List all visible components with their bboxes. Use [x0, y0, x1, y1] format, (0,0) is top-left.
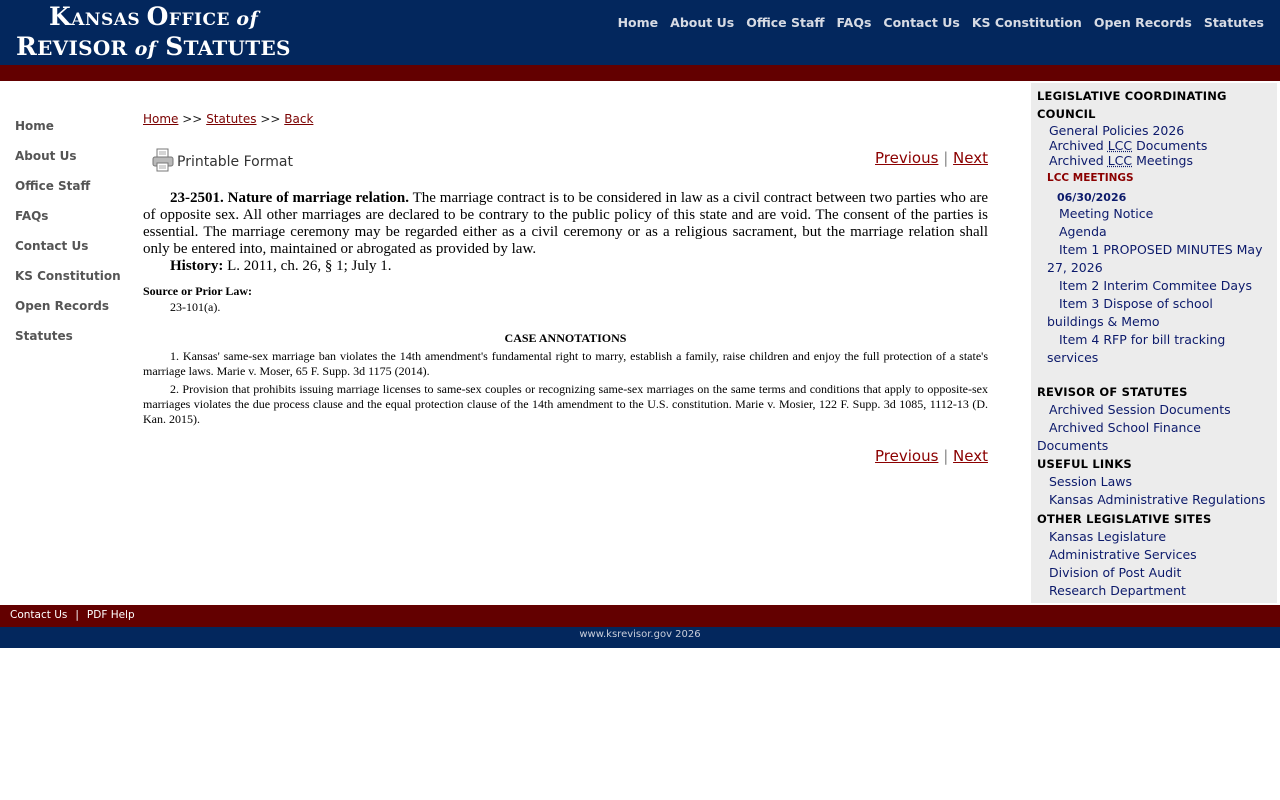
statute-body-text: The marriage contract is to be considered in law as a civil contract between two parties who are of opposite sex. All other marriages are declared to be contrary to the public policy of this state and are void. The consent of the parties is essential. The marriage ceremony may be regarded either as a civil ceremony or as a religious sacrament, but the marriage relation shall only be entered into, maintained or abrogated as provided by law. [143, 190, 989, 257]
archived-session-documents-link[interactable]: Archived Session Documents [1049, 402, 1231, 417]
footer-links-bar [0, 605, 1280, 627]
agenda-link[interactable]: Agenda [1059, 224, 1107, 239]
breadcrumb-home[interactable]: Home [143, 112, 179, 126]
case-annotations-heading: CASE ANNOTATIONS [504, 331, 627, 345]
statute-history [143, 258, 988, 275]
previous-link[interactable]: Previous [875, 447, 939, 465]
breadcrumb-statutes[interactable]: Statutes [206, 112, 257, 126]
footer-copyright-bar [0, 627, 1280, 648]
research-department-link[interactable]: Research Department [1049, 583, 1186, 598]
left-nav-home[interactable]: Home [15, 119, 54, 133]
revisor-heading: REVISOR OF STATUTES [1037, 385, 1188, 399]
general-policies-link[interactable]: General Policies 2026 [1049, 123, 1185, 138]
top-nav-ks-constitution[interactable]: KS Constitution [971, 15, 1082, 30]
top-nav-open-records[interactable]: Open Records [1093, 15, 1192, 30]
top-nav [618, 15, 1264, 30]
prev-next-top [875, 149, 988, 167]
other-sites-heading: OTHER LEGISLATIVE SITES [1037, 512, 1212, 526]
case-annotation: 2. Provision that prohibits issuing marriage licenses to same-sex couples or recognizing same-sex marriages on the same terms and conditions that apply to opposite-sex marriages violates the due process clause and the equal protection clause of the 14th amendment to the U.S. constitution. Marie v. Mosier, 122 F. Supp. 3d 1085, 1112-13 (D. Kan. 2015). [143, 382, 988, 426]
left-nav-faqs[interactable]: FAQs [15, 209, 49, 223]
lcc-meetings-heading: LCC MEETINGS [1047, 172, 1134, 184]
top-nav-about-us[interactable]: About Us [670, 15, 735, 30]
source-value: 23-101(a). [170, 300, 221, 314]
logo-line-2: REVISOR of STATUTES [16, 32, 291, 61]
left-nav-contact-us[interactable]: Contact Us [15, 239, 89, 253]
statute-title: 23-2501. Nature of marriage relation. [170, 190, 410, 206]
history-label: History: [170, 258, 224, 274]
printer-icon [152, 148, 174, 176]
printable-format-label: Printable Format [177, 154, 293, 170]
top-nav-contact-us[interactable]: Contact Us [883, 15, 960, 30]
next-link[interactable]: Next [953, 447, 988, 465]
statute-body [143, 190, 988, 258]
header-accent-bar [0, 65, 1280, 81]
pipe-separator: | [943, 149, 949, 167]
left-nav-statutes[interactable]: Statutes [15, 329, 73, 343]
top-nav-home[interactable]: Home [617, 15, 659, 30]
next-link[interactable]: Next [953, 149, 988, 167]
useful-links-heading: USEFUL LINKS [1037, 457, 1132, 471]
footer-links [10, 609, 135, 621]
meeting-date: 06/30/2026 [1057, 191, 1127, 204]
kansas-legislature-link[interactable]: Kansas Legislature [1049, 529, 1167, 544]
footer-contact-us[interactable]: Contact Us [10, 609, 68, 621]
item-1-link[interactable]: Item 1 PROPOSED MINUTES May 27, 2026 [1047, 242, 1263, 275]
footer-pdf-help[interactable]: PDF Help [86, 609, 135, 621]
breadcrumb-separator: >> [178, 112, 207, 126]
prev-next-bottom [875, 447, 988, 465]
history-text: L. 2011, ch. 26, § 1; July 1. [223, 258, 392, 274]
kansas-admin-regs-link[interactable]: Kansas Administrative Regulations [1049, 492, 1266, 507]
top-nav-faqs[interactable]: FAQs [836, 15, 872, 30]
breadcrumb [143, 112, 313, 126]
left-nav-open-records[interactable]: Open Records [15, 299, 110, 313]
statute-text [143, 190, 988, 427]
top-nav-office-staff[interactable]: Office Staff [746, 15, 825, 30]
breadcrumb-separator: >> [256, 112, 285, 126]
source-heading: Source or Prior Law: [143, 284, 252, 298]
administrative-services-link[interactable]: Administrative Services [1049, 547, 1197, 562]
left-nav [15, 119, 121, 359]
lcc-heading: LEGISLATIVE COORDINATING COUNCIL [1037, 89, 1227, 121]
division-post-audit-link[interactable]: Division of Post Audit [1049, 565, 1182, 580]
pipe-separator: | [943, 447, 949, 465]
case-annotation: 1. Kansas' same-sex marriage ban violates the 14th amendment's fundamental right to marry, establish a family, raise children and enjoy the full protection of a state's marriage laws. Marie v. Moser, 65 F. Supp. 3d 1175 (2014). [143, 349, 988, 378]
previous-link[interactable]: Previous [875, 149, 939, 167]
left-nav-about-us[interactable]: About Us [15, 149, 77, 163]
left-nav-office-staff[interactable]: Office Staff [15, 179, 91, 193]
archived-school-finance-link[interactable]: Archived School Finance Documents [1037, 420, 1201, 453]
sidebar-spacer [1037, 367, 1271, 383]
printable-format-link[interactable] [152, 148, 293, 176]
left-nav-ks-constitution[interactable]: KS Constitution [15, 269, 121, 283]
item-2-link[interactable]: Item 2 Interim Commitee Days [1059, 278, 1252, 293]
breadcrumb-back[interactable]: Back [284, 112, 314, 126]
item-3-link[interactable]: Item 3 Dispose of school buildings & Memo [1047, 296, 1213, 329]
footer-copyright: www.ksrevisor.gov 2026 [579, 629, 701, 640]
archived-lcc-documents-link[interactable]: Archived LCC Documents [1049, 138, 1208, 153]
item-4-link[interactable]: Item 4 RFP for bill tracking services [1047, 332, 1226, 365]
footer-separator: | [75, 609, 79, 621]
meeting-notice-link[interactable]: Meeting Notice [1059, 206, 1154, 221]
session-laws-link[interactable]: Session Laws [1049, 474, 1133, 489]
archived-lcc-meetings-link[interactable]: Archived LCC Meetings [1049, 153, 1193, 168]
logo-line-1: KANSAS OFFICE of [49, 2, 259, 31]
right-sidebar [1031, 83, 1277, 603]
top-nav-statutes[interactable]: Statutes [1203, 15, 1264, 30]
site-header [0, 0, 1280, 65]
